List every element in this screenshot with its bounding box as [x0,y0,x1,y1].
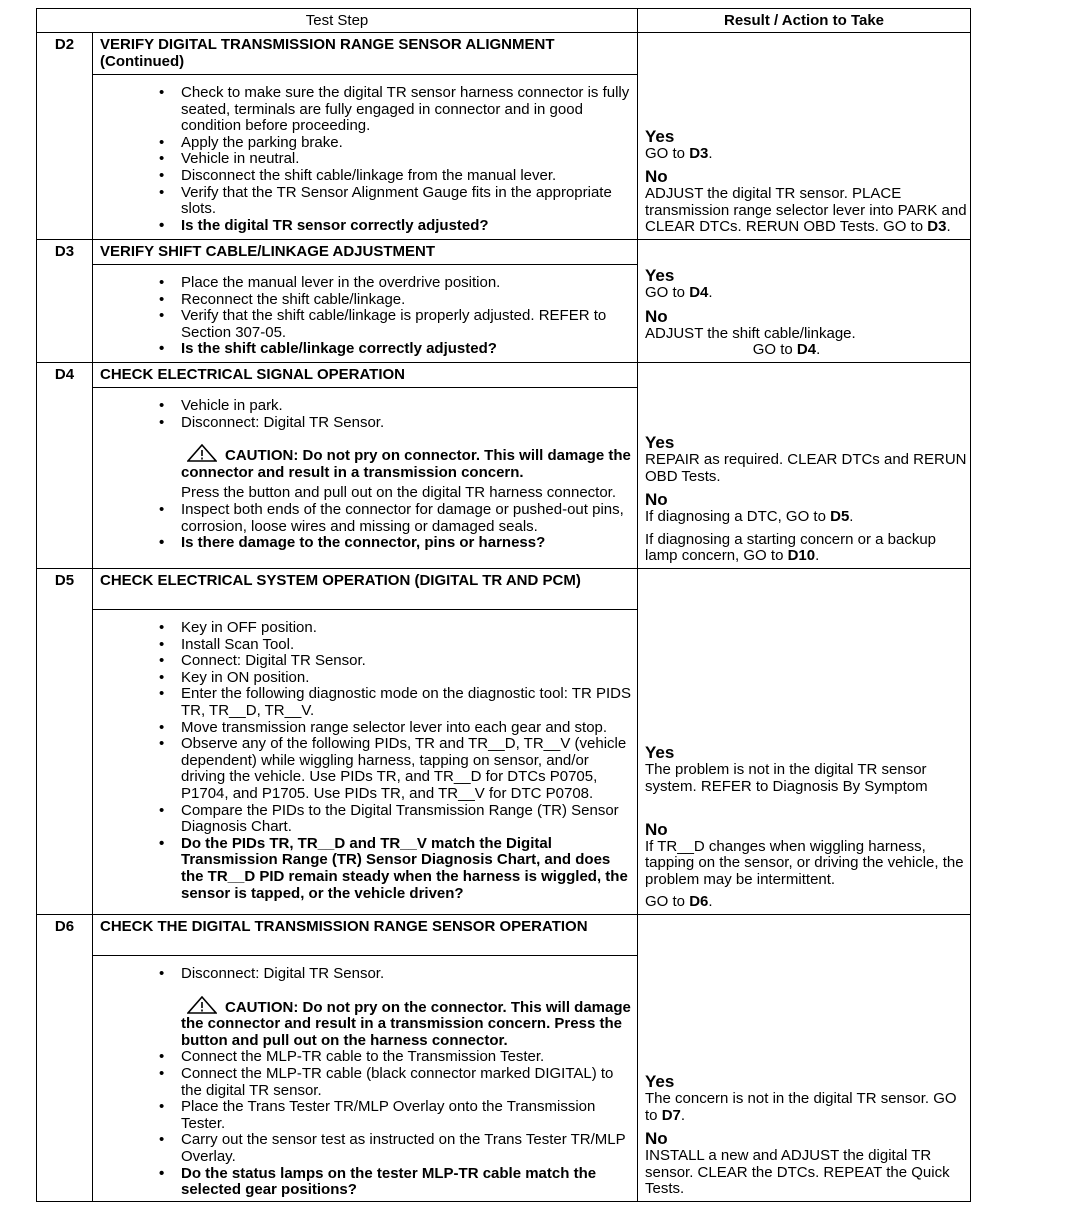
warning-triangle-icon [187,996,217,1014]
no-action: If diagnosing a DTC, GO to [645,508,831,526]
step-body [93,956,638,1202]
list-item: • Key in OFF position. [97,620,631,637]
header-test-step: Test Step [37,9,638,33]
yes-label: Yes [645,126,675,146]
step-title: CHECK ELECTRICAL SIGNAL OPERATION [93,363,638,388]
yes-label: Yes [645,433,675,453]
list-item: • Connect the MLP-TR cable to the Transmission Tester. [97,1049,631,1066]
step-id: D4 [37,363,93,569]
list-item: • Apply the parking brake. [97,135,631,152]
step-d4-title-row [37,363,971,388]
yes-action: GO to [645,144,690,162]
list-item: • Disconnect: Digital TR Sensor. [97,415,631,432]
step-result: Yes REPAIR as required. CLEAR DTCs and RERUN OBD Tests. No If diagnosing a DTC, GO to D5. If diagnosing a starting concern or a backup lamp concern, GO to D10. [638,363,971,569]
step-d3-title-row [37,240,971,265]
no-action: INSTALL a new and ADJUST the digital TR sensor. CLEAR the DTCs. REPEAT the Quick Tests. [645,1147,950,1198]
list-item: • Connect: Digital TR Sensor. [97,653,631,670]
list-item-question: • Do the status lamps on the tester MLP-TR cable match the selected gear positions? [97,1166,631,1199]
list-item: • Place the manual lever in the overdrive position. [97,275,631,292]
step-list [97,620,631,902]
step-title: CHECK ELECTRICAL SYSTEM OPERATION (DIGITAL TR AND PCM) [93,569,638,610]
header-row [37,9,971,33]
step-title: VERIFY DIGITAL TRANSMISSION RANGE SENSOR ALIGNMENT (Continued) [93,33,638,75]
step-list [97,502,631,552]
list-item: • Disconnect the shift cable/linkage from the manual lever. [97,168,631,185]
no-label: No [645,819,668,839]
list-item: • Place the Trans Tester TR/MLP Overlay onto the Transmission Tester. [97,1099,631,1132]
no-target: D10 [787,547,816,565]
no-target: D3 [927,218,947,236]
step-list [97,275,631,358]
no-label: No [645,167,668,187]
list-item: • Connect the MLP-TR cable (black connector marked DIGITAL) to the digital TR sensor. [97,1066,631,1099]
no-goto: GO to [645,893,690,911]
list-item: • Verify that the TR Sensor Alignment Gauge fits in the appropriate slots. [97,185,631,218]
list-item: • Vehicle in park. [97,398,631,415]
step-result: Yes The concern is not in the digital TR sensor. GO to D7. No INSTALL a new and ADJUST the digital TR sensor. CLEAR the DTCs. REPEAT the Quick Tests. [638,915,971,1202]
yes-label: Yes [645,266,675,286]
diagnostic-table [36,8,971,1202]
step-d6-title-row [37,915,971,956]
list-item-question: • Is the digital TR sensor correctly adjusted? [97,218,631,235]
header-result: Result / Action to Take [638,9,971,33]
step-id: D2 [37,33,93,240]
yes-target: D4 [689,284,709,302]
yes-action: GO to [645,284,690,302]
warning-triangle-icon [187,444,217,462]
list-item: • Check to make sure the digital TR sensor harness connector is fully seated, terminals are fully engaged in connector and in good condition before proceeding. [97,85,631,135]
list-item: • Vehicle in neutral. [97,151,631,168]
step-list [97,1049,631,1198]
step-result: Yes GO to D3. No ADJUST the digital TR sensor. PLACE transmission range selector lever into PARK and CLEAR DTCs. RERUN OBD Tests. GO to D3. [638,33,971,240]
no-label: No [645,306,668,326]
list-item: • Move transmission range selector lever into each gear and stop. [97,720,631,737]
step-id: D5 [37,569,93,915]
list-item: • Reconnect the shift cable/linkage. [97,292,631,309]
step-result: Yes The problem is not in the digital TR sensor system. REFER to Diagnosis By Symptom No If TR__D changes when wiggling harness, tapping on the sensor, or driving the vehicle, the problem may be intermittent. GO to D6. [638,569,971,915]
step-body [93,610,638,915]
caution-text: CAUTION: Do not pry on connector. This will damage the connector and result in a transmission concern. [181,447,631,481]
list-item: • Enter the following diagnostic mode on the diagnostic tool: TR PIDS TR, TR__D, TR__V. [97,686,631,719]
yes-target: D3 [689,144,709,162]
list-item: • Install Scan Tool. [97,637,631,654]
no-action: ADJUST the shift cable/linkage. [645,324,856,342]
step-id: D6 [37,915,93,1202]
no-label: No [645,1129,668,1149]
list-item: • Carry out the sensor test as instructed on the Trans Tester TR/MLP Overlay. [97,1132,631,1165]
caution-note [97,444,631,481]
list-item: • Key in ON position. [97,670,631,687]
step-id: D3 [37,240,93,363]
yes-action: The concern is not in the digital TR sensor. GO to [645,1090,957,1124]
no-action: ADJUST the digital TR sensor. PLACE transmission range selector lever into PARK and CLEAR DTCs. RERUN OBD Tests. GO to [645,185,967,236]
step-title: CHECK THE DIGITAL TRANSMISSION RANGE SENSOR OPERATION [93,915,638,956]
step-result: Yes GO to D4. No ADJUST the shift cable/linkage. GO to D4. [638,240,971,363]
note-text: Press the button and pull out on the digital TR harness connector. [181,484,616,502]
yes-label: Yes [645,1072,675,1092]
no-target: D6 [689,893,709,911]
no-action: If diagnosing a starting concern or a backup lamp concern, GO to [645,530,937,565]
list-item: • Observe any of the following PIDs, TR and TR__D, TR__V (vehicle dependent) while wiggling harness, tapping on sensor, and/or driving the vehicle. Use PIDs TR, and TR__D for DTCs P0705, P1704, and P1705. Use PIDs TR, and TR__V for DTC P0708. [97,736,631,802]
step-list [97,966,631,983]
no-goto: GO to [752,341,797,359]
step-body [93,265,638,363]
list-item-question: • Do the PIDs TR, TR__D and TR__V match the Digital Transmission Range (TR) Sensor Diagnosis Chart, and does the TR__D PID remain steady when the harness is wiggled, the sensor is tapped, or the vehicle driven? [97,836,631,902]
list-item: • Compare the PIDs to the Digital Transmission Range (TR) Sensor Diagnosis Chart. [97,803,631,836]
step-list [97,398,631,431]
step-title: VERIFY SHIFT CABLE/LINKAGE ADJUSTMENT [93,240,638,265]
yes-label: Yes [645,743,675,763]
yes-action: The problem is not in the digital TR sensor system. REFER to Diagnosis By Symptom [645,761,928,796]
step-d2-title-row [37,33,971,75]
no-target: D4 [796,341,817,359]
caution-text: CAUTION: Do not pry on the connector. This will damage the connector and result in a transmission concern. Press the button and pull out on the harness connector. [181,998,631,1049]
step-d5-title-row [37,569,971,610]
yes-target: D7 [661,1106,681,1124]
list-item-question: • Is there damage to the connector, pins or harness? [97,535,631,552]
no-action: If TR__D changes when wiggling harness, tapping on the sensor, or driving the vehicle, the problem may be intermittent. [645,837,964,888]
yes-action: REPAIR as required. CLEAR DTCs and RERUN OBD Tests. [645,451,967,485]
no-target: D5 [830,508,850,526]
list-item: • Inspect both ends of the connector for damage or pushed-out pins, corrosion, loose wires and missing or damaged seals. [97,502,631,535]
no-label: No [645,490,668,510]
step-body [93,388,638,569]
step-body [93,75,638,240]
caution-note [97,996,631,1050]
list-item: • Verify that the shift cable/linkage is properly adjusted. REFER to Section 307-05. [97,308,631,341]
list-item: • Disconnect: Digital TR Sensor. [97,966,631,983]
list-item-question: • Is the shift cable/linkage correctly adjusted? [97,341,631,358]
step-list [97,85,631,234]
